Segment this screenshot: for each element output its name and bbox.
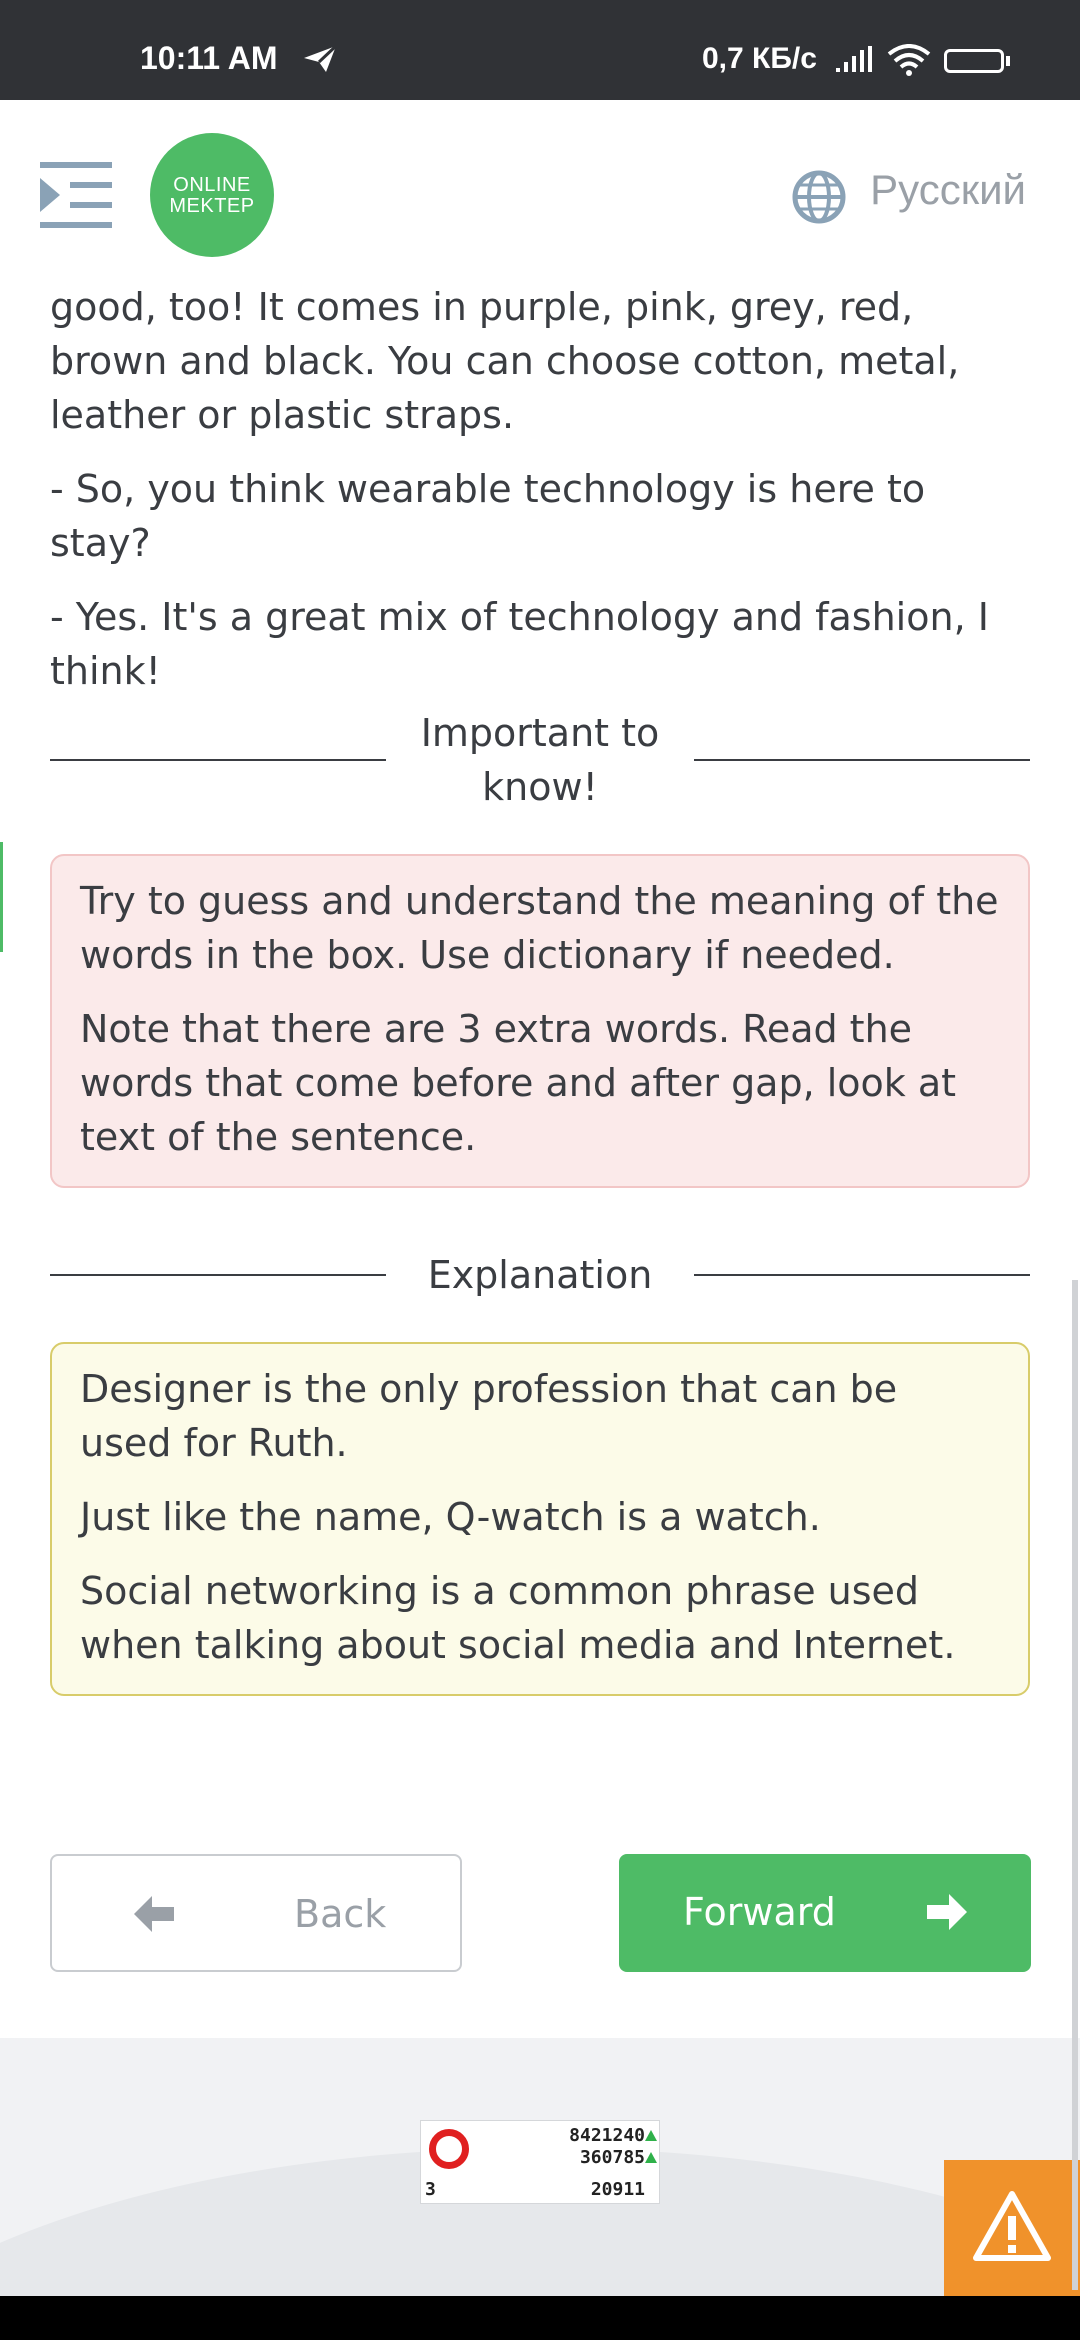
signal-icon — [836, 46, 874, 78]
side-tab[interactable] — [0, 842, 3, 952]
divider-line — [694, 1274, 1030, 1276]
forward-label: Forward — [683, 1890, 836, 1934]
back-label: Back — [294, 1892, 387, 1936]
up-arrow-icon — [645, 2130, 657, 2141]
important-divider — [50, 706, 1030, 816]
divider-line — [694, 759, 1030, 761]
system-nav-bar — [0, 2296, 1080, 2340]
battery-tip — [1006, 56, 1010, 66]
up-arrow-icon — [645, 2152, 657, 2163]
important-box — [50, 854, 1030, 1188]
logo[interactable] — [150, 133, 274, 257]
arrow-left-icon — [132, 1894, 176, 1943]
explanation-heading: Explanation — [427, 1253, 653, 1297]
visit-counter[interactable] — [420, 2120, 660, 2204]
arrow-right-icon — [925, 1892, 969, 1941]
divider-line — [50, 1274, 386, 1276]
battery-icon — [944, 49, 1004, 73]
counter-value: 20911 — [590, 2179, 645, 2200]
article-text — [50, 280, 1030, 718]
forward-button[interactable] — [619, 1854, 1031, 1972]
battery-level: 88 — [964, 51, 984, 70]
menu-icon[interactable] — [40, 162, 112, 232]
back-button[interactable] — [50, 1854, 462, 1972]
app-header — [0, 100, 1080, 290]
send-icon — [302, 44, 338, 78]
text-paragraph: - Yes. It's a great mix of technology and fashion, I think! — [50, 595, 989, 693]
explanation-box — [50, 1342, 1030, 1696]
important-heading: Important to know! — [420, 711, 660, 809]
counter-value: 8421240 — [569, 2125, 645, 2146]
status-time: 10:11 AM — [140, 40, 278, 76]
wifi-icon — [886, 44, 932, 80]
explanation-paragraph: Just like the name, Q-watch is a watch. — [80, 1495, 821, 1539]
network-speed: 0,7 КБ/с — [702, 42, 817, 75]
divider-line — [50, 759, 386, 761]
globe-icon — [792, 170, 846, 228]
language-selector[interactable] — [792, 166, 1026, 214]
important-paragraph: Note that there are 3 extra words. Read the words that come before and after gap, look at text of the sentence. — [80, 1007, 957, 1159]
report-button[interactable] — [944, 2160, 1080, 2296]
scrollbar[interactable] — [1072, 1280, 1078, 2290]
logo-line2: MEKTEP — [169, 195, 255, 217]
status-bar — [0, 0, 1080, 100]
counter-corner: 3 — [425, 2179, 436, 2200]
important-paragraph: Try to guess and understand the meaning of the words in the box. Use dictionary if needed. — [80, 879, 999, 977]
language-label: Русский — [870, 166, 1026, 213]
counter-value: 360785 — [579, 2147, 645, 2168]
explanation-paragraph: Social networking is a common phrase used when talking about social media and Internet. — [80, 1569, 956, 1667]
text-paragraph: - So, you think wearable technology is here to stay? — [50, 467, 926, 565]
text-paragraph: good, too! It comes in purple, pink, grey, red, brown and black. You can choose cotton, metal, leather or plastic straps. — [50, 285, 960, 437]
explanation-paragraph: Designer is the only profession that can be used for Ruth. — [80, 1367, 898, 1465]
logo-line1: ONLINE — [173, 174, 251, 196]
explanation-divider — [50, 1248, 1030, 1302]
counter-logo-icon — [429, 2129, 469, 2169]
